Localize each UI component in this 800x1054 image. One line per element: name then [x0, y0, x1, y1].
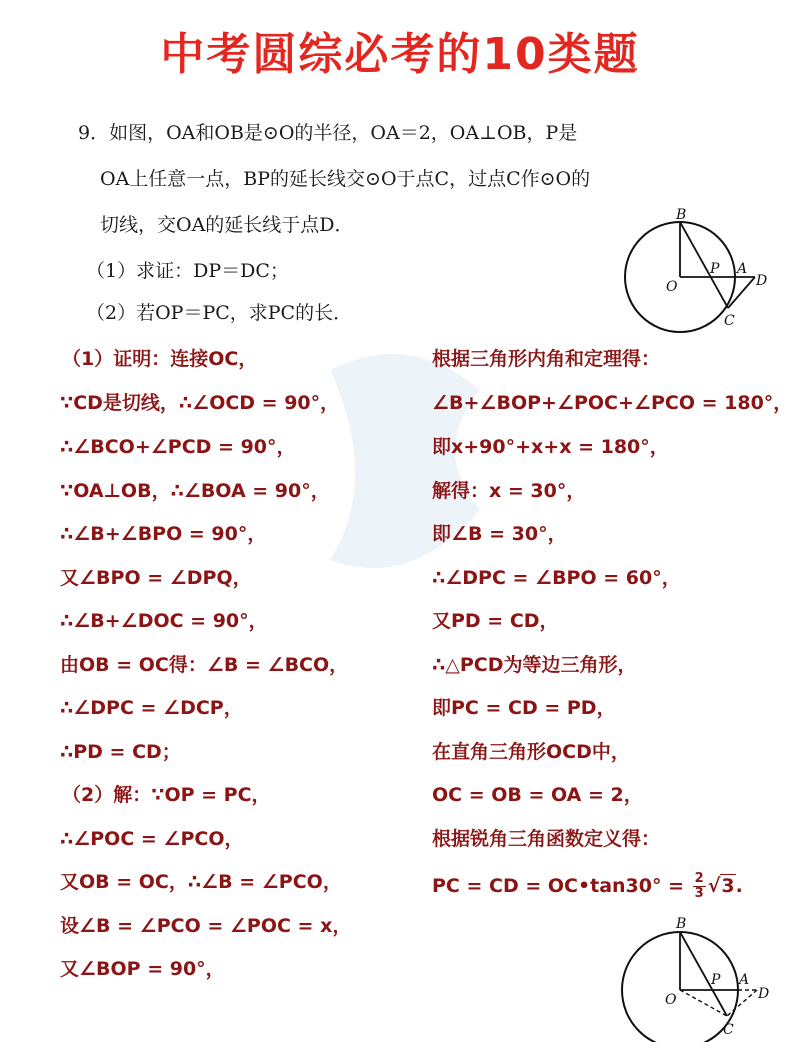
solution-right-line-8: ∴△PCD为等边三角形， [432, 654, 637, 676]
solution-left-line-2: ∵CD是切线，∴∠OCD = 90°， [60, 392, 340, 414]
solution-right-line-10: 在直角三角形OCD中， [432, 741, 630, 763]
final-answer-suffix: . [735, 875, 743, 897]
label-P: P [710, 261, 720, 277]
solution-left-line-4: ∵OA⊥OB，∴∠BOA = 90°， [60, 480, 330, 502]
label-D-2: D [758, 986, 770, 1002]
solution-left-line-7: ∴∠B+∠DOC = 90°， [60, 610, 268, 632]
label-C: C [724, 313, 735, 329]
final-answer-prefix: PC = CD = OC•tan30° = [432, 875, 691, 897]
label-D: D [756, 273, 768, 289]
fraction-denominator: 3 [694, 886, 704, 901]
page-title: 中考圆综必考的10类题 [160, 29, 640, 80]
solution-left-line-8: 由OB = OC得：∠B = ∠BCO， [60, 654, 349, 676]
solution-right-line-3: 即x+90°+x+x = 180°， [432, 436, 669, 458]
label-C-2: C [723, 1022, 734, 1038]
solution-left-line-3: ∴∠BCO+∠PCD = 90°， [60, 436, 296, 458]
solution-right-line-1: 根据三角形内角和定理得： [432, 348, 661, 370]
label-A: A [737, 261, 748, 277]
solution-left-line-5: ∴∠B+∠BPO = 90°， [60, 523, 267, 545]
fraction [693, 872, 706, 901]
solution-right-line-7: 又PD = CD， [432, 610, 559, 632]
solution-right-line-6: ∴∠DPC = ∠BPO = 60°， [432, 567, 681, 589]
problem-line-1: 9．如图，OA和OB是⊙O的半径，OA＝2，OA⊥OB，P是 [78, 122, 578, 144]
solution-right-line-9: 即PC = CD = PD， [432, 697, 616, 719]
solution-left-line-10: ∴PD = CD； [60, 741, 181, 763]
square-root: √3 [707, 875, 735, 897]
problem-part-2: （2）若OP＝PC，求PC的长． [86, 302, 353, 324]
solution-left-line-14: 设∠B = ∠PCO = ∠POC = x， [60, 915, 352, 937]
label-B-2: B [676, 916, 687, 932]
solution-right-line-12: 根据锐角三角函数定义得： [432, 828, 661, 850]
solution-left-line-11: （2）解：∵OP = PC， [62, 784, 271, 806]
label-O: O [666, 279, 678, 295]
geometry-figure-top [610, 205, 780, 335]
label-A-2: A [739, 972, 750, 988]
solution-right-line-5: 即∠B = 30°， [432, 523, 567, 545]
solution-right-line-11: OC = OB = OA = 2， [432, 784, 643, 806]
solution-left-line-1: （1）证明：连接OC， [62, 348, 258, 370]
problem-line-3: 切线，交OA的延长线于点D． [100, 214, 354, 236]
solution-left-line-13: 又OB = OC，∴∠B = ∠PCO， [60, 871, 342, 893]
problem-line-2: OA上任意一点，BP的延长线交⊙O于点C，过点C作⊙O的 [100, 168, 591, 190]
label-B: B [676, 207, 687, 223]
label-O-2: O [665, 992, 677, 1008]
sqrt-radicand: 3 [721, 875, 735, 897]
solution-right-line-2: ∠B+∠BOP+∠POC+∠PCO = 180°， [432, 392, 793, 414]
solution-right-line-4: 解得：x = 30°， [432, 480, 586, 502]
solution-left-line-9: ∴∠DPC = ∠DCP， [60, 697, 243, 719]
label-P-2: P [711, 972, 721, 988]
final-answer [432, 872, 743, 901]
solution-left-line-15: 又∠BOP = 90°， [60, 958, 225, 980]
solution-left-line-12: ∴∠POC = ∠PCO， [60, 828, 244, 850]
problem-part-1: （1）求证：DP＝DC； [86, 260, 289, 282]
fraction-numerator: 2 [694, 871, 704, 886]
solution-left-line-6: 又∠BPO = ∠DPQ， [60, 567, 252, 589]
geometry-figure-bottom [615, 912, 785, 1042]
